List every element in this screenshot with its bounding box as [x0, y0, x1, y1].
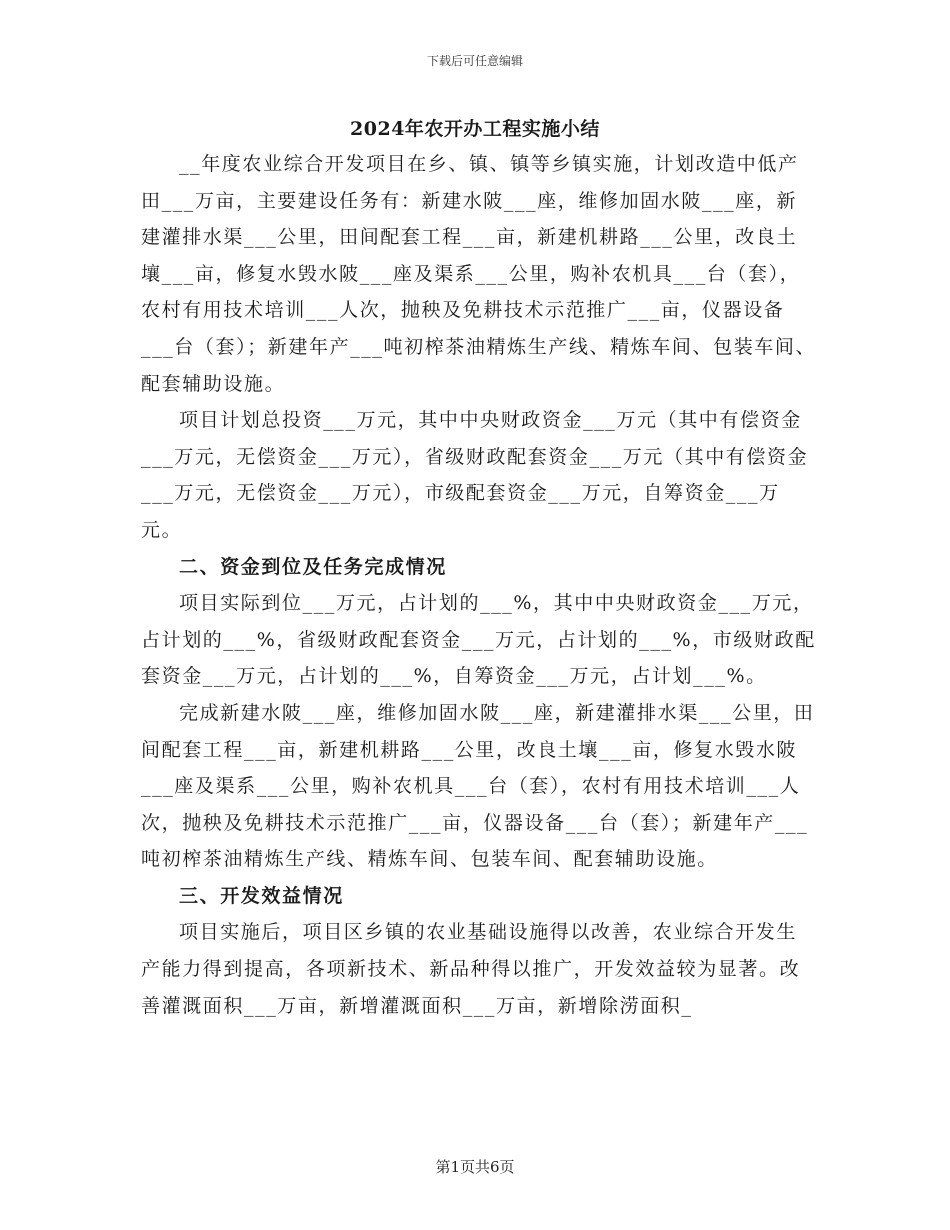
- section-heading-funds: 二、资金到位及任务完成情况: [179, 555, 447, 578]
- paragraph-project-overview: __年度农业综合开发项目在乡、镇、镇等乡镇实施，计划改造中低产田___万亩，主要建设任务有：新建水陂___座，维修加固水陂___座，新建灌排水渠___公里，田间配套工程___亩，新建机耕路___公里，改良土壤___亩，修复水毁水陂___座及渠系___公里，购补农机具___台（套），农村有用技术培训___人次，抛秧及免耕技术示范推广___亩，仪器设备___台（套）；新建年产___吨初榨茶油精炼生产线、精炼车间、包装车间、配套辅助设施。: [141, 153, 817, 395]
- document-body: [141, 146, 817, 1024]
- paragraph-investment-plan: 项目计划总投资___万元，其中中央财政资金___万元（其中有偿资金___万元，无偿资金___万元），省级财政配套资金___万元（其中有偿资金___万元，无偿资金___万元），市级配套资金___万元，自筹资金___万元。: [141, 409, 809, 541]
- page-number: 第1页共6页: [435, 1158, 515, 1176]
- paragraph-funds-arrival: 项目实际到位___万元，占计划的___%，其中中央财政资金___万元，占计划的___%，省级财政配套资金___万元，占计划的___%，市级财政配套资金___万元，占计划的___%，自筹资金___万元，占计划___%。: [141, 592, 816, 688]
- document-title: 2024年农开办工程实施小结: [350, 118, 600, 140]
- paragraph-tasks-completed: 完成新建水陂___座，维修加固水陂___座，新建灌排水渠___公里，田间配套工程___亩，新建机耕路___公里，改良土壤___亩，修复水毁水陂___座及渠系___公里，购补农机具___台（套），农村有用技术培训___人次，抛秧及免耕技术示范推广___亩，仪器设备___台（套）；新建年产___吨初榨茶油精炼生产线、精炼车间、包装车间、配套辅助设施。: [141, 701, 815, 871]
- paragraph-benefits: 项目实施后，项目区乡镇的农业基础设施得以改善，农业综合开发生产能力得到提高，各项新技术、新品种得以推广，开发效益较为显著。改善灌溉面积___万亩，新增灌溉面积___万亩，新增除涝面积_: [141, 921, 801, 1017]
- section-heading-benefits: 三、开发效益情况: [179, 884, 344, 907]
- header-note: 下载后可任意编辑: [426, 54, 523, 68]
